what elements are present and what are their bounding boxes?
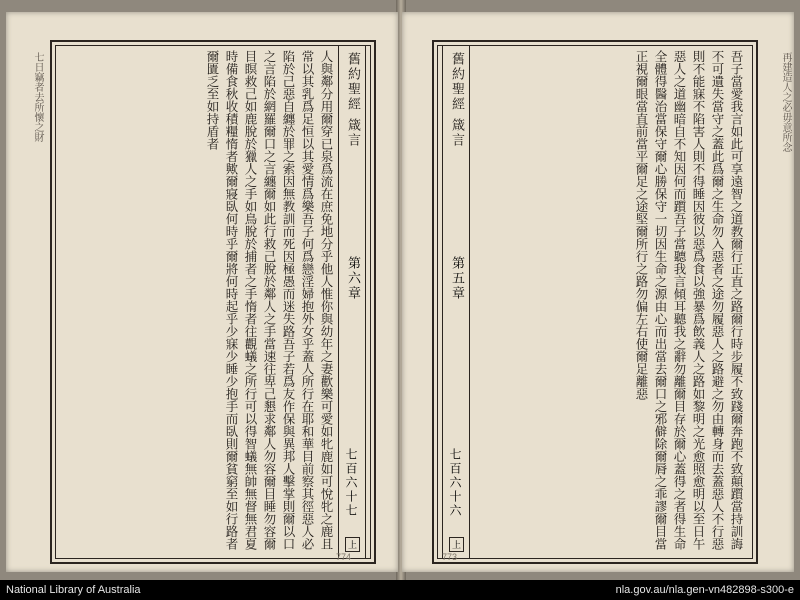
right-fold-column (442, 46, 470, 558)
left-book-name: 箴言 (345, 118, 360, 149)
right-page-number: 七百六十六 (448, 448, 462, 518)
right-chapter: 第五章 (449, 256, 464, 301)
left-running-title: 舊約聖經 (345, 52, 360, 112)
viewer-footer (0, 580, 800, 600)
right-margin-notes: 再建造人之必毋意所念 (780, 52, 791, 152)
left-fold-column (338, 46, 366, 558)
left-body-text (62, 50, 336, 554)
right-running-title: 舊約聖經 (449, 52, 464, 112)
right-book-name: 箴言 (449, 118, 464, 149)
left-page-number: 七百六十七 (344, 448, 358, 518)
right-text-frame (432, 40, 758, 564)
footer-library-name: National Library of Australia (6, 584, 141, 596)
left-body: 人與鄰分用爾穿已泉爲流在庶免地分乎他人惟你與幼年之妻歡樂可愛如牝鹿如可悅牝之鹿且常以其乳爲足恒以其愛情爲樂吾子何爲戀淫婦抱外女乎蓋人所行在耶和華目前察其徑惡人必陷於己惡自纏於罪之索因無教訓而死因極愚而迷失路吾子若爲友作保與異邦人擊掌則爾以口之言陷於網羅爾口之言纏爾如此行救己脫於鄰人之手當速往卑己懇求鄰人勿容爾目睡勿容爾目瞑救己如鹿脫於獵人之手如鳥脫於捕者之手惰者往觀蟻之所行可以得智蟻無帥無督無君夏時備食秋收積糧惰者歟爾寢臥何時乎爾將何時起乎少寐少睡少抱手而臥則爾貧窮至如行路者爾匱乏至如持盾者 (205, 50, 334, 550)
right-page (402, 12, 794, 572)
left-page-stamp: 774 (336, 552, 352, 562)
left-text-frame (50, 40, 376, 564)
left-chapter: 第六章 (345, 256, 360, 301)
left-volume-mark: 上 (345, 537, 360, 552)
left-page (6, 12, 398, 572)
right-volume-mark: 上 (449, 537, 464, 552)
right-body-text (472, 50, 746, 554)
right-page-stamp: 773 (442, 552, 458, 562)
right-body: 吾子當愛我言如此可享遠智之道教爾行正直之路爾行時步履不致踐爾奔跑不致顛躓當持訓誨不可遺失當守之蓋此爲爾之生命勿入惡者之途勿履惡人之路避之勿由轉身而去蓋惡人不行惡則不能寐不陷害人則不得睡因彼以惡爲食以強暴爲飲義人之路如黎明之光愈照愈明以至日午惡人之道幽暗自不知因何而躓吾子當聽我言傾耳聽我之辭勿離爾目存於爾心蓋得之者得生命全體得醫治當保守爾心勝保守一切因生命之源由心而出當去爾口之邪僻除爾脣之乖謬爾目當正視爾眼當直前當平爾足之途堅爾所行之路勿偏左右使爾足離惡 (634, 50, 744, 550)
footer-record-id: nla.gov.au/nla.gen-vn482898-s300-e (615, 584, 794, 596)
left-margin-notes: 七日竊者去所懷之財 (32, 52, 43, 142)
